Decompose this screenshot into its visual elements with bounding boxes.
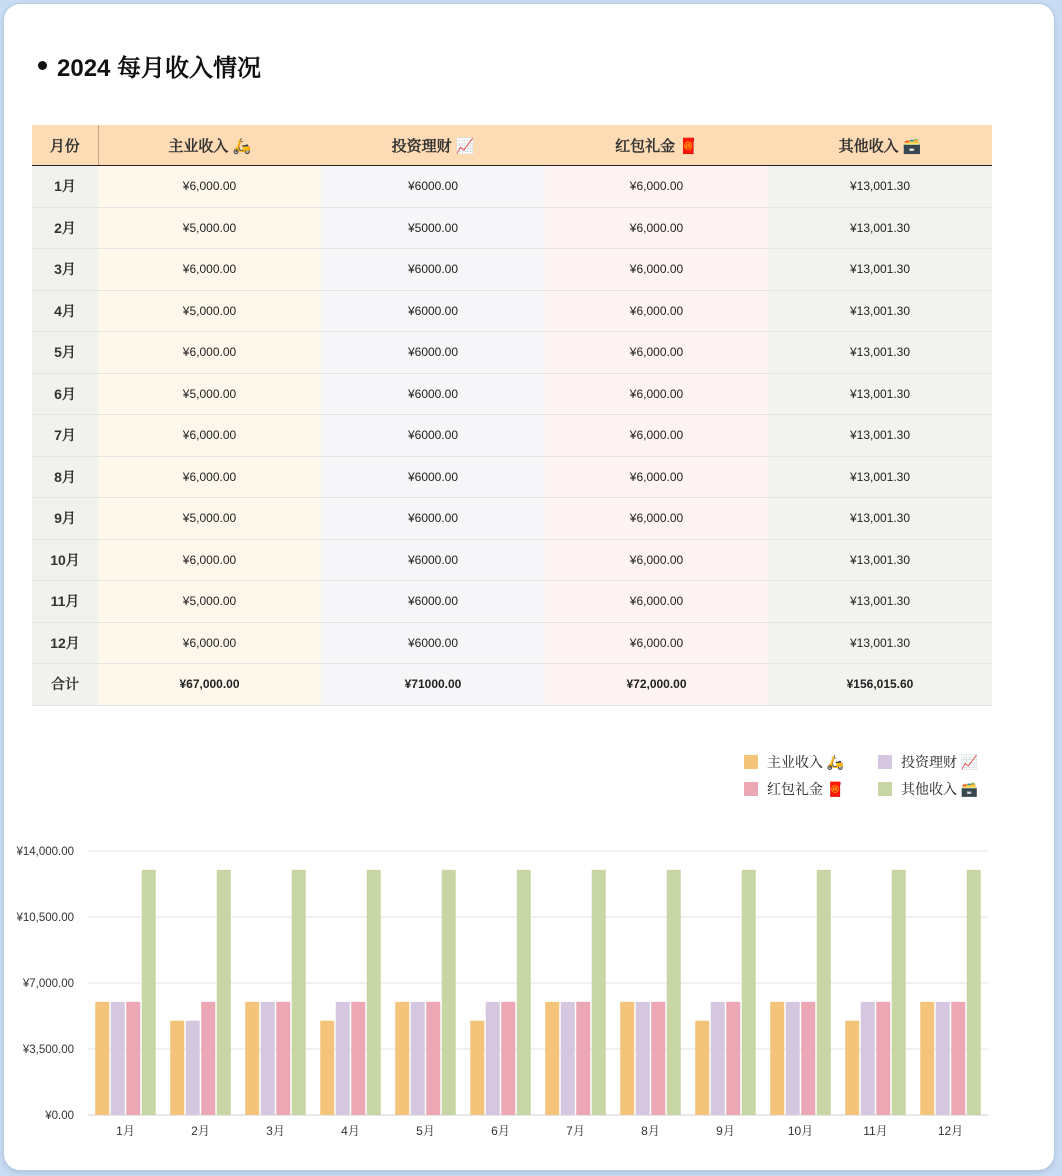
bar-invest-9: [711, 1002, 725, 1115]
y-tick-label: ¥14,000.00: [16, 846, 74, 858]
x-tick-label: 8月: [641, 1124, 660, 1138]
bar-other-1: [142, 870, 156, 1115]
cell-month[interactable]: 12月: [32, 622, 98, 664]
cell-other-income[interactable]: ¥13,001.30: [768, 249, 992, 291]
bar-other-9: [742, 870, 756, 1115]
bar-main-8: [620, 1002, 634, 1115]
x-tick-label: 2月: [191, 1124, 210, 1138]
table-row: [32, 498, 992, 540]
legend-swatch: [744, 755, 758, 769]
cell-investment[interactable]: ¥6000.00: [321, 415, 545, 457]
bar-redpacket-11: [876, 1002, 890, 1115]
cell-red-packet[interactable]: ¥6,000.00: [545, 249, 768, 291]
bar-other-10: [817, 870, 831, 1115]
cell-other-income[interactable]: ¥13,001.30: [768, 539, 992, 581]
cell-main-income[interactable]: ¥5,000.00: [98, 290, 321, 332]
cell-investment[interactable]: ¥6000.00: [321, 498, 545, 540]
cell-other-income[interactable]: ¥13,001.30: [768, 332, 992, 374]
cell-investment[interactable]: ¥6000.00: [321, 539, 545, 581]
cell-month[interactable]: 1月: [32, 166, 98, 208]
legend-label: 主业收入 🛵: [767, 754, 845, 770]
x-tick-label: 7月: [566, 1124, 585, 1138]
legend-item-main-income[interactable]: [744, 752, 878, 772]
bar-main-12: [920, 1002, 934, 1115]
cell-month[interactable]: 4月: [32, 290, 98, 332]
table-row: [32, 166, 992, 208]
cell-red-packet[interactable]: ¥6,000.00: [545, 456, 768, 498]
bar-main-3: [245, 1002, 259, 1115]
bar-invest-3: [261, 1002, 275, 1115]
chart-legend: [744, 752, 994, 799]
cell-main-income[interactable]: ¥6,000.00: [98, 539, 321, 581]
y-tick-label: ¥7,000.00: [22, 978, 74, 990]
cell-investment[interactable]: ¥6000.00: [321, 456, 545, 498]
x-tick-label: 12月: [937, 1124, 964, 1138]
cell-month[interactable]: 8月: [32, 456, 98, 498]
cell-other-income[interactable]: ¥13,001.30: [768, 166, 992, 208]
cell-other-income[interactable]: ¥13,001.30: [768, 207, 992, 249]
cell-other-income[interactable]: ¥13,001.30: [768, 498, 992, 540]
bar-redpacket-12: [951, 1002, 965, 1115]
cell-red-packet[interactable]: ¥6,000.00: [545, 539, 768, 581]
cell-month[interactable]: 7月: [32, 415, 98, 457]
table-row: [32, 373, 992, 415]
total-cell-other-income[interactable]: ¥156,015.60: [768, 664, 992, 706]
legend-label: 红包礼金 🧧: [767, 781, 845, 797]
bar-main-2: [170, 1021, 184, 1115]
legend-swatch: [744, 782, 758, 796]
cell-month[interactable]: 11月: [32, 581, 98, 623]
bar-main-11: [845, 1021, 859, 1115]
cell-red-packet[interactable]: ¥6,000.00: [545, 581, 768, 623]
legend-label: 其他收入 🗃️: [901, 781, 979, 797]
bar-main-10: [770, 1002, 784, 1115]
bar-other-3: [292, 870, 306, 1115]
cell-other-income[interactable]: ¥13,001.30: [768, 290, 992, 332]
bar-other-8: [667, 870, 681, 1115]
legend-label: 投资理财 📈: [901, 754, 979, 770]
cell-other-income[interactable]: ¥13,001.30: [768, 581, 992, 623]
cell-month[interactable]: 2月: [32, 207, 98, 249]
bar-main-7: [545, 1002, 559, 1115]
y-tick-label: ¥0.00: [45, 1110, 74, 1122]
bar-redpacket-2: [201, 1002, 215, 1115]
x-tick-label: 1月: [116, 1124, 135, 1138]
x-tick-label: 9月: [716, 1124, 735, 1138]
cell-month[interactable]: 3月: [32, 249, 98, 291]
bar-other-5: [442, 870, 456, 1115]
cell-red-packet[interactable]: ¥6,000.00: [545, 290, 768, 332]
bar-invest-8: [636, 1002, 650, 1115]
cell-other-income[interactable]: ¥13,001.30: [768, 415, 992, 457]
cell-main-income[interactable]: ¥6,000.00: [98, 456, 321, 498]
table-header-row: [32, 125, 992, 166]
table-row: [32, 622, 992, 664]
bar-invest-11: [861, 1002, 875, 1115]
cell-main-income[interactable]: ¥6,000.00: [98, 332, 321, 374]
x-tick-label: 5月: [416, 1124, 435, 1138]
x-tick-label: 6月: [491, 1124, 510, 1138]
table-row: [32, 249, 992, 291]
total-cell-month[interactable]: 合计: [32, 664, 98, 706]
cell-main-income[interactable]: ¥6,000.00: [98, 166, 321, 208]
table-row: [32, 290, 992, 332]
legend-item-other-income[interactable]: [878, 779, 994, 799]
y-tick-label: ¥3,500.00: [22, 1044, 74, 1056]
legend-swatch: [878, 782, 892, 796]
x-tick-label: 10月: [787, 1124, 814, 1138]
cell-investment[interactable]: ¥6000.00: [321, 249, 545, 291]
cell-investment[interactable]: ¥6000.00: [321, 622, 545, 664]
x-tick-label: 11月: [863, 1124, 888, 1138]
bar-invest-10: [786, 1002, 800, 1115]
header-main-income[interactable]: 主业收入 🛵: [98, 125, 321, 166]
cell-red-packet[interactable]: ¥6,000.00: [545, 332, 768, 374]
table-total-row: [32, 664, 992, 706]
bar-redpacket-9: [726, 1002, 740, 1115]
cell-investment[interactable]: ¥6000.00: [321, 166, 545, 208]
header-month[interactable]: 月份: [32, 125, 98, 166]
cell-month[interactable]: 6月: [32, 373, 98, 415]
bar-other-11: [892, 870, 906, 1115]
cell-month[interactable]: 9月: [32, 498, 98, 540]
income-bar-chart: [0, 830, 1062, 1150]
bar-invest-5: [411, 1002, 425, 1115]
legend-item-red-packet[interactable]: [744, 779, 878, 799]
bar-other-4: [367, 870, 381, 1115]
bar-main-5: [395, 1002, 409, 1115]
cell-main-income[interactable]: ¥5,000.00: [98, 207, 321, 249]
cell-main-income[interactable]: ¥6,000.00: [98, 249, 321, 291]
bar-main-6: [470, 1021, 484, 1115]
y-tick-label: ¥10,500.00: [16, 912, 74, 924]
bar-invest-1: [111, 1002, 125, 1115]
bar-redpacket-3: [276, 1002, 290, 1115]
cell-investment[interactable]: ¥6000.00: [321, 290, 545, 332]
bar-redpacket-7: [576, 1002, 590, 1115]
cell-investment[interactable]: ¥6000.00: [321, 332, 545, 374]
bar-redpacket-10: [801, 1002, 815, 1115]
table-row: [32, 581, 992, 623]
cell-main-income[interactable]: ¥5,000.00: [98, 373, 321, 415]
bar-redpacket-4: [351, 1002, 365, 1115]
cell-investment[interactable]: ¥6000.00: [321, 373, 545, 415]
bar-redpacket-5: [426, 1002, 440, 1115]
bar-other-2: [217, 870, 231, 1115]
total-cell-red-packet[interactable]: ¥72,000.00: [545, 664, 768, 706]
cell-investment[interactable]: ¥5000.00: [321, 207, 545, 249]
bar-redpacket-6: [501, 1002, 515, 1115]
table-row: [32, 456, 992, 498]
cell-main-income[interactable]: ¥6,000.00: [98, 415, 321, 457]
income-table: [32, 125, 992, 706]
cell-other-income[interactable]: ¥13,001.30: [768, 456, 992, 498]
table-row: [32, 539, 992, 581]
cell-red-packet[interactable]: ¥6,000.00: [545, 166, 768, 208]
legend-item-investment[interactable]: [878, 752, 994, 772]
cell-main-income[interactable]: ¥5,000.00: [98, 498, 321, 540]
header-investment[interactable]: 投资理财 📈: [321, 125, 545, 166]
bar-other-7: [592, 870, 606, 1115]
total-cell-investment[interactable]: ¥71000.00: [321, 664, 545, 706]
table-row: [32, 415, 992, 457]
bar-main-4: [320, 1021, 334, 1115]
cell-main-income[interactable]: ¥5,000.00: [98, 581, 321, 623]
table-row: [32, 207, 992, 249]
bar-redpacket-1: [126, 1002, 140, 1115]
bar-other-6: [517, 870, 531, 1115]
page-title-text: 2024 每月收入情况: [57, 55, 262, 82]
bar-invest-12: [936, 1002, 950, 1115]
cell-investment[interactable]: ¥6000.00: [321, 581, 545, 623]
cell-red-packet[interactable]: ¥6,000.00: [545, 207, 768, 249]
cell-red-packet[interactable]: ¥6,000.00: [545, 498, 768, 540]
cell-red-packet[interactable]: ¥6,000.00: [545, 415, 768, 457]
table-row: [32, 332, 992, 374]
x-tick-label: 3月: [266, 1124, 285, 1138]
x-tick-label: 4月: [341, 1124, 360, 1138]
total-cell-main-income[interactable]: ¥67,000.00: [98, 664, 321, 706]
bar-invest-2: [186, 1021, 200, 1115]
bar-invest-6: [486, 1002, 500, 1115]
cell-other-income[interactable]: ¥13,001.30: [768, 622, 992, 664]
bar-main-9: [695, 1021, 709, 1115]
bar-main-1: [95, 1002, 109, 1115]
header-red-packet[interactable]: 红包礼金 🧧: [545, 125, 768, 166]
page-title: [38, 48, 261, 83]
bar-invest-7: [561, 1002, 575, 1115]
bar-invest-4: [336, 1002, 350, 1115]
cell-main-income[interactable]: ¥6,000.00: [98, 622, 321, 664]
cell-month[interactable]: 10月: [32, 539, 98, 581]
cell-month[interactable]: 5月: [32, 332, 98, 374]
bar-other-12: [967, 870, 981, 1115]
legend-swatch: [878, 755, 892, 769]
cell-other-income[interactable]: ¥13,001.30: [768, 373, 992, 415]
cell-red-packet[interactable]: ¥6,000.00: [545, 373, 768, 415]
bullet-icon: [38, 61, 47, 70]
bar-redpacket-8: [651, 1002, 665, 1115]
header-other-income[interactable]: 其他收入 🗃️: [768, 125, 992, 166]
cell-red-packet[interactable]: ¥6,000.00: [545, 622, 768, 664]
